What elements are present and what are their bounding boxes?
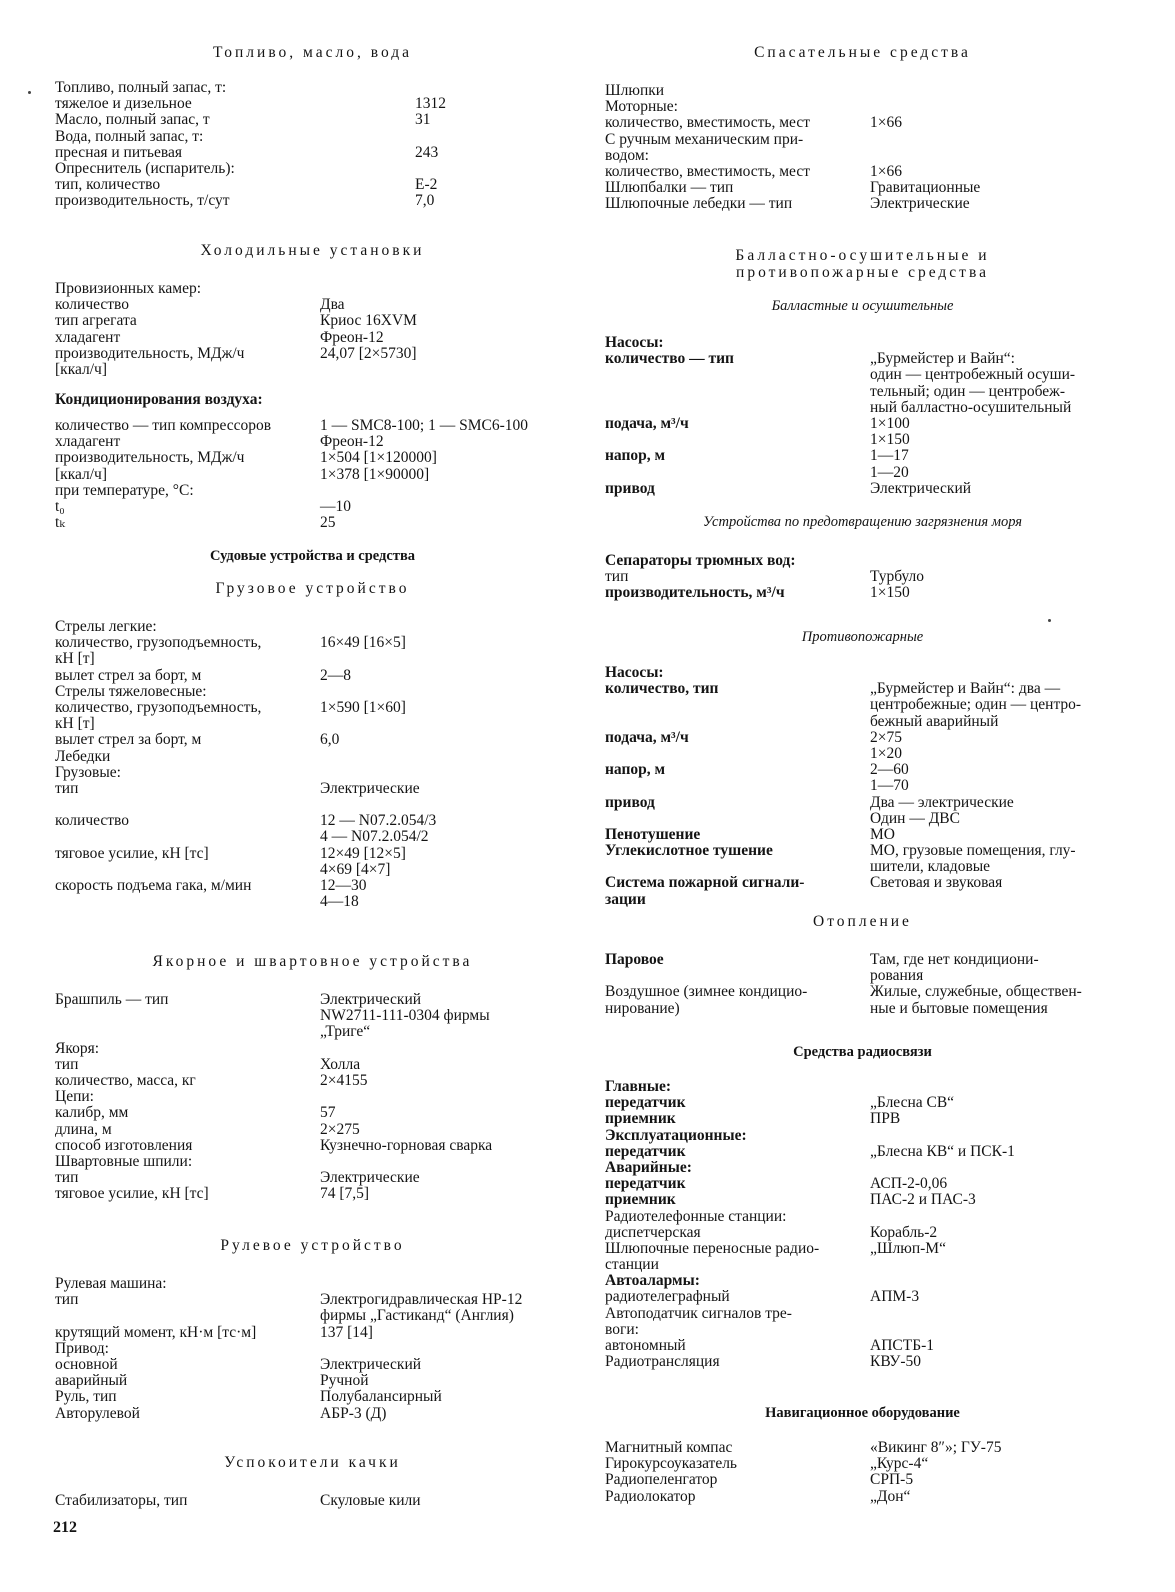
spec-value: 4 — N07.2.054/2 bbox=[320, 828, 429, 846]
spec-label: количество bbox=[55, 296, 129, 314]
spec-label: Брашпиль — тип bbox=[55, 991, 169, 1008]
spec-value: АСП-2-0,06 bbox=[870, 1175, 948, 1193]
section-title-refrigeration: Холодильные установки bbox=[200, 242, 425, 259]
spec-value: Там, где нет кондициони- bbox=[870, 951, 1039, 968]
spec-label: Насосы: bbox=[605, 334, 664, 351]
spec-label: Радиопеленгатор bbox=[605, 1471, 718, 1489]
spec-label: приемник bbox=[605, 1110, 676, 1128]
subtitle-pollution: Устройства по предотвращению загрязнения моря bbox=[702, 514, 1023, 530]
spec-label: Гирокурсоуказатель bbox=[605, 1455, 737, 1473]
spec-value: 137 [14] bbox=[320, 1323, 373, 1341]
spec-label: тип, количество bbox=[55, 176, 161, 194]
spec-label: [ккал/ч] bbox=[55, 465, 108, 483]
spec-label: t₀ bbox=[55, 497, 65, 515]
spec-label: вылет стрел за борт, м bbox=[55, 666, 202, 684]
spec-label: нирование) bbox=[605, 999, 680, 1017]
spec-label: Углекислотное тушение bbox=[605, 842, 773, 860]
spec-label: передатчик bbox=[605, 1094, 686, 1112]
spec-value: Электрические bbox=[320, 1169, 420, 1187]
spec-value: „Шлюп-М“ bbox=[870, 1239, 946, 1257]
spec-value: 2—8 bbox=[320, 666, 351, 684]
spec-label: Насосы: bbox=[605, 664, 664, 681]
spec-value: —10 bbox=[320, 497, 351, 515]
section-title-cargo: Грузовое устройство bbox=[215, 580, 410, 597]
spec-value: АБР-3 (Д) bbox=[320, 1404, 387, 1422]
spec-label: количество, вместимость, мест bbox=[605, 162, 810, 180]
section-title-rescue: Спасательные средства bbox=[754, 44, 971, 61]
spec-value: Электрические bbox=[870, 195, 970, 213]
spec-value: Холла bbox=[320, 1055, 361, 1073]
spec-label: аварийный bbox=[55, 1372, 128, 1390]
spec-value: 12×49 [12×5] bbox=[320, 844, 406, 862]
spec-value: фирмы „Гастиканд“ (Англия) bbox=[320, 1307, 514, 1325]
spec-label: Система пожарной сигнали- bbox=[605, 874, 805, 892]
section-title-stabilizers: Успокоители качки bbox=[224, 1454, 401, 1471]
section-title-fuel: Топливо, масло, вода bbox=[212, 44, 413, 61]
spec-label: длина, м bbox=[55, 1120, 112, 1138]
spec-label: тип агрегата bbox=[55, 312, 137, 330]
spec-value: „Бурмейстер и Вайн“: bbox=[870, 350, 1015, 368]
spec-value: Один — ДВС bbox=[870, 809, 960, 827]
spec-value: „Бурмейстер и Вайн“: два — bbox=[870, 680, 1061, 698]
spec-value: ПРВ bbox=[870, 1110, 901, 1128]
spec-label: Моторные: bbox=[605, 98, 678, 116]
spec-value: ные и бытовые помещения bbox=[870, 999, 1048, 1017]
spec-value: Электрогидравлическая НР-12 bbox=[320, 1291, 523, 1309]
spec-value: бежный аварийный bbox=[870, 712, 999, 730]
spec-value: 1312 bbox=[415, 95, 446, 113]
spec-value: 2—60 bbox=[870, 761, 909, 779]
spec-label: зации bbox=[605, 890, 646, 908]
spec-label: хладагент bbox=[55, 328, 121, 346]
spec-value: ный балластно-осушительный bbox=[870, 398, 1072, 416]
spec-label: производительность, т/сут bbox=[55, 192, 230, 210]
spec-value: Электрические bbox=[320, 779, 420, 797]
spec-label: напор, м bbox=[605, 761, 666, 779]
spec-label: Эксплуатационные: bbox=[605, 1126, 747, 1144]
spec-value: Два bbox=[320, 296, 345, 314]
spec-value: «Викинг 8″»; ГУ-75 bbox=[870, 1439, 1002, 1456]
spec-label: радиотелеграфный bbox=[605, 1288, 730, 1306]
spec-label: передатчик bbox=[605, 1175, 686, 1193]
spec-value: 1—70 bbox=[870, 777, 909, 795]
spec-value: Фреон-12 bbox=[320, 328, 384, 346]
spec-label: скорость подъема гака, м/мин bbox=[55, 877, 252, 894]
spec-value: 1×66 bbox=[870, 162, 902, 180]
spec-label: Автоалармы: bbox=[605, 1272, 700, 1290]
spec-value: Световая и звуковая bbox=[870, 874, 1003, 892]
spec-label: Главные: bbox=[605, 1078, 672, 1095]
spec-label: Лебедки bbox=[55, 747, 111, 765]
spec-value: Электрический bbox=[320, 1355, 422, 1373]
spec-label: подача, м³/ч bbox=[605, 414, 689, 432]
spec-value: 1×66 bbox=[870, 114, 902, 132]
spec-label: приемник bbox=[605, 1191, 676, 1209]
section-title-radio: Средства радиосвязи bbox=[793, 1044, 932, 1060]
spec-label: Стрелы легкие: bbox=[55, 618, 157, 635]
spec-value: Электрический bbox=[320, 991, 422, 1008]
spec-label: количество, масса, кг bbox=[55, 1071, 196, 1089]
spec-value: шители, кладовые bbox=[870, 858, 991, 876]
spec-value: Ручной bbox=[320, 1372, 369, 1390]
spec-label: привод bbox=[605, 479, 655, 497]
spec-label: Рулевая машина: bbox=[55, 1275, 167, 1292]
spec-value: МО, грузовые помещения, глу- bbox=[870, 842, 1076, 860]
spec-label: Опреснитель (испаритель): bbox=[55, 159, 235, 177]
section-title-heating: Отопление bbox=[813, 913, 912, 930]
spec-value: 1×100 bbox=[870, 414, 910, 432]
spec-label: вылет стрел за борт, м bbox=[55, 731, 202, 749]
page-number: 212 bbox=[53, 1519, 77, 1536]
section-title-navigation: Навигационное оборудование bbox=[765, 1405, 960, 1421]
spec-value: 1×378 [1×90000] bbox=[320, 465, 430, 483]
spec-value: „Триге“ bbox=[320, 1023, 371, 1041]
spec-value: 57 bbox=[320, 1104, 336, 1122]
spec-value: СРП-5 bbox=[870, 1471, 914, 1489]
spec-value: АПСТБ-1 bbox=[870, 1337, 935, 1354]
spec-value: Турбуло bbox=[870, 568, 925, 586]
spec-label: Радиотелефонные станции: bbox=[605, 1207, 787, 1225]
spec-label: при температуре, °С: bbox=[55, 481, 194, 499]
spec-label: С ручным механическим при- bbox=[605, 130, 804, 148]
spec-value: ПАС-2 и ПАС-3 bbox=[870, 1191, 976, 1209]
spec-label: Аварийные: bbox=[605, 1158, 692, 1176]
spec-label: тип bbox=[55, 1291, 79, 1309]
spec-value: АПМ-3 bbox=[870, 1288, 920, 1306]
section-title-anchor: Якорное и швартовное устройства bbox=[152, 953, 473, 970]
spec-label: Авторулевой bbox=[55, 1404, 140, 1422]
spec-label: количество, вместимость, мест bbox=[605, 114, 810, 132]
spec-value: 1×20 bbox=[870, 744, 902, 762]
spec-value: 243 bbox=[415, 143, 439, 161]
section-title-steering: Рулевое устройство bbox=[220, 1237, 405, 1254]
spec-label: Автоподатчик сигналов тре- bbox=[605, 1304, 792, 1322]
spec-label: автономный bbox=[605, 1337, 686, 1354]
spec-label: Шлюпочные лебедки — тип bbox=[605, 195, 793, 213]
section-title-ballast-2: противопожарные средства bbox=[736, 264, 989, 281]
spec-value: „Блесна КВ“ и ПСК-1 bbox=[870, 1142, 1015, 1160]
spec-label: Привод: bbox=[55, 1339, 109, 1357]
spec-value: центробежные; один — центро- bbox=[870, 696, 1082, 714]
spec-value: Криос 16XVM bbox=[320, 312, 417, 330]
spec-value: 1×150 bbox=[870, 431, 910, 449]
spec-label: диспетчерская bbox=[605, 1223, 701, 1241]
spec-value: 1 — SMC8-100; 1 — SMC6-100 bbox=[320, 417, 528, 434]
spec-label: напор, м bbox=[605, 447, 666, 465]
spec-label: пресная и питьевая bbox=[55, 143, 182, 161]
spec-label: количество, грузоподъемность, bbox=[55, 698, 262, 716]
spec-value: 2×4155 bbox=[320, 1071, 368, 1089]
spec-label: Сепараторы трюмных вод: bbox=[605, 552, 796, 569]
spec-label: передатчик bbox=[605, 1142, 686, 1160]
spec-value: 2×75 bbox=[870, 728, 902, 746]
spec-value: 74 [7,5] bbox=[320, 1185, 370, 1203]
spec-label: станции bbox=[605, 1256, 659, 1274]
spec-value: „Дон“ bbox=[870, 1487, 911, 1505]
spec-value: 24,07 [2×5730] bbox=[320, 344, 417, 362]
spec-label: Грузовые: bbox=[55, 763, 121, 781]
spec-value: „Курс-4“ bbox=[870, 1455, 929, 1473]
spec-label: Шлюпочные переносные радио- bbox=[605, 1239, 820, 1257]
spec-label: хладагент bbox=[55, 433, 121, 451]
spec-value: 1×590 [1×60] bbox=[320, 698, 406, 716]
spec-label: Масло, полный запас, т bbox=[55, 111, 210, 129]
spec-label: Топливо, полный запас, т: bbox=[55, 79, 227, 96]
spec-label: Стрелы тяжеловесные: bbox=[55, 682, 207, 700]
spec-label: Провизионных камер: bbox=[55, 280, 202, 297]
spec-label: тип bbox=[55, 1055, 79, 1073]
spec-label: количество, грузоподъемность, bbox=[55, 634, 262, 652]
spec-value: 25 bbox=[320, 514, 336, 532]
spec-label: воги: bbox=[605, 1320, 639, 1338]
spec-label: Паровое bbox=[605, 951, 664, 968]
spec-value: Электрический bbox=[870, 479, 972, 497]
spec-value: Гравитационные bbox=[870, 179, 981, 197]
spec-value: Два — электрические bbox=[870, 793, 1014, 811]
spec-value: 1—17 bbox=[870, 447, 909, 465]
spec-label: tₖ bbox=[55, 514, 65, 532]
spec-value: Кузнечно-горновая сварка bbox=[320, 1136, 493, 1154]
spec-label: Пенотушение bbox=[605, 825, 701, 843]
spec-value: „Блесна СВ“ bbox=[870, 1094, 955, 1112]
spec-label: Вода, полный запас, т: bbox=[55, 127, 204, 145]
subtitle-ballast: Балластные и осушительные bbox=[771, 298, 954, 314]
spec-label: Радиотрансляция bbox=[605, 1353, 720, 1371]
spec-label: Радиолокатор bbox=[605, 1487, 696, 1505]
spec-label: тяговое усилие, кН [тс] bbox=[55, 1185, 209, 1203]
spec-label: производительность, м³/ч bbox=[605, 584, 785, 602]
spec-label: калибр, мм bbox=[55, 1104, 129, 1122]
spec-label: количество, тип bbox=[605, 680, 719, 698]
spec-value: 1×504 [1×120000] bbox=[320, 449, 437, 467]
spec-value: один — центробежный осуши- bbox=[870, 366, 1076, 384]
spec-value: Жилые, служебные, обществен- bbox=[870, 983, 1082, 1001]
spec-value: рования bbox=[870, 967, 924, 985]
spec-value: 7,0 bbox=[415, 192, 435, 210]
spec-label: Шлюпбалки — тип bbox=[605, 179, 734, 197]
speck-mark bbox=[1048, 619, 1051, 622]
spec-value: Корабль-2 bbox=[870, 1223, 938, 1241]
spec-value: 1—20 bbox=[870, 463, 909, 481]
ac-subtitle: Кондиционирования воздуха: bbox=[55, 391, 263, 408]
spec-label: способ изготовления bbox=[55, 1136, 193, 1154]
spec-label: подача, м³/ч bbox=[605, 728, 689, 746]
spec-label: кН [т] bbox=[55, 715, 95, 733]
spec-value: NW2711-111-0304 фирмы bbox=[320, 1007, 490, 1025]
spec-value: 6,0 bbox=[320, 731, 340, 749]
spec-value: 4×69 [4×7] bbox=[320, 860, 391, 878]
spec-label: производительность, МДж/ч bbox=[55, 449, 245, 467]
section-title-ballast-1: Балластно-осушительные и bbox=[735, 247, 990, 264]
spec-label: Швартовные шпили: bbox=[55, 1152, 193, 1170]
spec-label: Шлюпки bbox=[605, 82, 665, 99]
spec-value: Фреон-12 bbox=[320, 433, 384, 451]
spec-label: Якоря: bbox=[55, 1039, 100, 1057]
speck-mark bbox=[28, 91, 31, 94]
spec-label: тип bbox=[55, 1169, 79, 1187]
spec-value: 2×275 bbox=[320, 1120, 360, 1138]
spec-label: тип bbox=[605, 568, 629, 586]
spec-label: Стабилизаторы, тип bbox=[55, 1492, 188, 1509]
section-title-ship-devices: Судовые устройства и средства bbox=[209, 548, 416, 564]
spec-value: Полубалансирный bbox=[320, 1388, 442, 1406]
spec-value: Скуловые кили bbox=[320, 1492, 421, 1509]
spec-value: 1×150 bbox=[870, 584, 910, 602]
spec-label: тип bbox=[55, 779, 79, 797]
spec-label: крутящий момент, кН·м [тс·м] bbox=[55, 1323, 257, 1341]
spec-value: МО bbox=[870, 825, 895, 843]
spec-label: [ккал/ч] bbox=[55, 360, 108, 378]
spec-value: 16×49 [16×5] bbox=[320, 634, 406, 652]
spec-value: 4—18 bbox=[320, 893, 359, 911]
spec-label: Цепи: bbox=[55, 1088, 94, 1106]
spec-label: водом: bbox=[605, 146, 649, 164]
spec-value: Е-2 bbox=[415, 176, 438, 194]
spec-value: тельный; один — центробеж- bbox=[870, 382, 1066, 400]
spec-label: производительность, МДж/ч bbox=[55, 344, 245, 362]
spec-label: Руль, тип bbox=[55, 1388, 117, 1406]
spec-value: КВУ-50 bbox=[870, 1353, 922, 1371]
spec-label: количество bbox=[55, 812, 129, 830]
spec-label: Магнитный компас bbox=[605, 1439, 733, 1456]
spec-label: Воздушное (зимнее кондицио- bbox=[605, 983, 808, 1001]
spec-label: тяговое усилие, кН [тс] bbox=[55, 844, 209, 862]
spec-label: тяжелое и дизельное bbox=[55, 95, 192, 113]
spec-label: основной bbox=[55, 1355, 118, 1373]
spec-value: 12 — N07.2.054/3 bbox=[320, 812, 437, 830]
spec-value: 12—30 bbox=[320, 877, 367, 894]
subtitle-fire: Противопожарные bbox=[801, 629, 924, 645]
spec-label: кН [т] bbox=[55, 650, 95, 668]
spec-label: количество — тип компрессоров bbox=[55, 417, 272, 434]
spec-value: 31 bbox=[415, 111, 431, 129]
spec-label: привод bbox=[605, 793, 655, 811]
spec-label: количество — тип bbox=[605, 350, 734, 368]
